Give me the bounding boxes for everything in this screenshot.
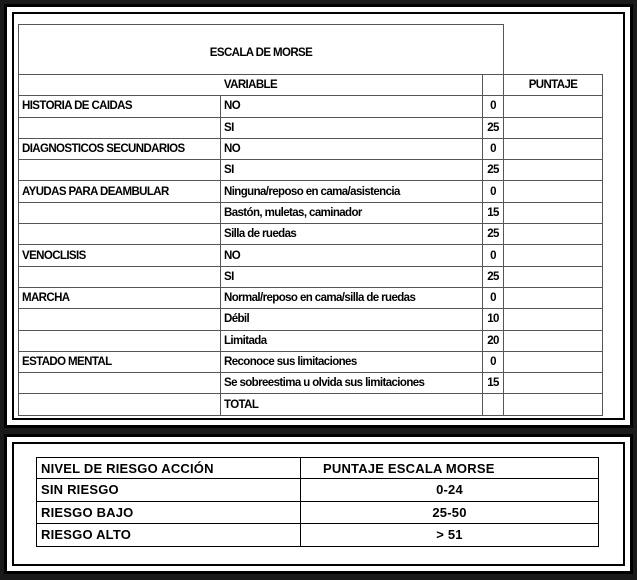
puntaje-cell bbox=[504, 96, 603, 117]
score-cell: 15 bbox=[483, 373, 504, 394]
puntaje-cell bbox=[504, 309, 603, 330]
risk-level-header: NIVEL DE RIESGO ACCIÓN bbox=[37, 458, 301, 479]
score-cell: 0 bbox=[483, 138, 504, 159]
score-cell: 25 bbox=[483, 224, 504, 245]
category-cell: ESTADO MENTAL bbox=[19, 351, 221, 372]
morse-body bbox=[19, 96, 603, 415]
table-row bbox=[19, 138, 603, 159]
option-cell: NO bbox=[221, 245, 483, 266]
table-row bbox=[19, 202, 603, 223]
table-row bbox=[19, 287, 603, 308]
score-cell: 0 bbox=[483, 181, 504, 202]
table-row bbox=[19, 224, 603, 245]
table-row bbox=[19, 245, 603, 266]
option-cell: NO bbox=[221, 96, 483, 117]
category-cell: MARCHA bbox=[19, 287, 221, 308]
option-cell: Ninguna/reposo en cama/asistencia bbox=[221, 181, 483, 202]
morse-header-row bbox=[19, 75, 603, 96]
puntaje-header: PUNTAJE bbox=[504, 75, 603, 96]
morse-title: ESCALA DE MORSE bbox=[19, 25, 504, 75]
category-cell bbox=[19, 224, 221, 245]
puntaje-cell bbox=[504, 373, 603, 394]
risk-level-cell: RIESGO BAJO bbox=[37, 501, 301, 524]
option-cell: Reconoce sus limitaciones bbox=[221, 351, 483, 372]
score-cell: 25 bbox=[483, 266, 504, 287]
table-row bbox=[19, 351, 603, 372]
table-row bbox=[19, 309, 603, 330]
score-cell: 0 bbox=[483, 287, 504, 308]
score-cell: 0 bbox=[483, 96, 504, 117]
table-row bbox=[19, 181, 603, 202]
risk-level-cell: SIN RIESGO bbox=[37, 479, 301, 502]
category-cell bbox=[19, 373, 221, 394]
category-cell bbox=[19, 394, 221, 415]
category-cell bbox=[19, 160, 221, 181]
risk-level-cell: RIESGO ALTO bbox=[37, 524, 301, 547]
option-cell: SI bbox=[221, 117, 483, 138]
morse-scale-table bbox=[18, 24, 603, 416]
category-cell bbox=[19, 330, 221, 351]
puntaje-cell bbox=[504, 394, 603, 415]
puntaje-cell bbox=[504, 330, 603, 351]
puntaje-cell bbox=[504, 117, 603, 138]
score-cell bbox=[483, 394, 504, 415]
table-row bbox=[19, 330, 603, 351]
table-row bbox=[19, 117, 603, 138]
score-cell: 25 bbox=[483, 117, 504, 138]
table-row bbox=[37, 501, 599, 524]
risk-level-table bbox=[36, 457, 599, 547]
risk-range-cell: > 51 bbox=[301, 524, 599, 547]
category-cell: HISTORIA DE CAIDAS bbox=[19, 96, 221, 117]
score-cell: 20 bbox=[483, 330, 504, 351]
table-row bbox=[19, 266, 603, 287]
risk-score-header: PUNTAJE ESCALA MORSE bbox=[301, 458, 599, 479]
puntaje-cell bbox=[504, 202, 603, 223]
score-cell: 10 bbox=[483, 309, 504, 330]
option-cell: Se sobreestima u olvida sus limitaciones bbox=[221, 373, 483, 394]
option-cell: Normal/reposo en cama/silla de ruedas bbox=[221, 287, 483, 308]
puntaje-cell bbox=[504, 266, 603, 287]
option-cell: Limitada bbox=[221, 330, 483, 351]
category-cell: DIAGNOSTICOS SECUNDARIOS bbox=[19, 138, 221, 159]
option-cell: Bastón, muletas, caminador bbox=[221, 202, 483, 223]
puntaje-cell bbox=[504, 287, 603, 308]
score-cell: 0 bbox=[483, 245, 504, 266]
score-cell: 15 bbox=[483, 202, 504, 223]
score-cell: 0 bbox=[483, 351, 504, 372]
puntaje-cell bbox=[504, 160, 603, 181]
category-cell bbox=[19, 309, 221, 330]
risk-range-cell: 25-50 bbox=[301, 501, 599, 524]
table-row bbox=[37, 479, 599, 502]
risk-range-cell: 0-24 bbox=[301, 479, 599, 502]
option-cell: Silla de ruedas bbox=[221, 224, 483, 245]
puntaje-cell bbox=[504, 224, 603, 245]
category-cell: VENOCLISIS bbox=[19, 245, 221, 266]
score-cell: 25 bbox=[483, 160, 504, 181]
table-row bbox=[19, 160, 603, 181]
puntaje-cell bbox=[504, 181, 603, 202]
category-cell bbox=[19, 117, 221, 138]
risk-body bbox=[37, 479, 599, 547]
category-cell: AYUDAS PARA DEAMBULAR bbox=[19, 181, 221, 202]
risk-level-panel bbox=[4, 434, 633, 574]
option-cell: NO bbox=[221, 138, 483, 159]
morse-scale-panel bbox=[4, 4, 633, 428]
risk-header-row bbox=[37, 458, 599, 479]
variable-header: VARIABLE bbox=[19, 75, 483, 96]
puntaje-cell bbox=[504, 138, 603, 159]
category-cell bbox=[19, 202, 221, 223]
table-row bbox=[37, 524, 599, 547]
morse-title-row bbox=[19, 25, 603, 75]
table-row bbox=[19, 394, 603, 415]
table-row bbox=[19, 373, 603, 394]
option-cell: Débil bbox=[221, 309, 483, 330]
puntaje-cell bbox=[504, 245, 603, 266]
puntaje-cell bbox=[504, 351, 603, 372]
option-cell: TOTAL bbox=[221, 394, 483, 415]
table-row bbox=[19, 96, 603, 117]
category-cell bbox=[19, 266, 221, 287]
option-cell: SI bbox=[221, 160, 483, 181]
option-cell: SI bbox=[221, 266, 483, 287]
